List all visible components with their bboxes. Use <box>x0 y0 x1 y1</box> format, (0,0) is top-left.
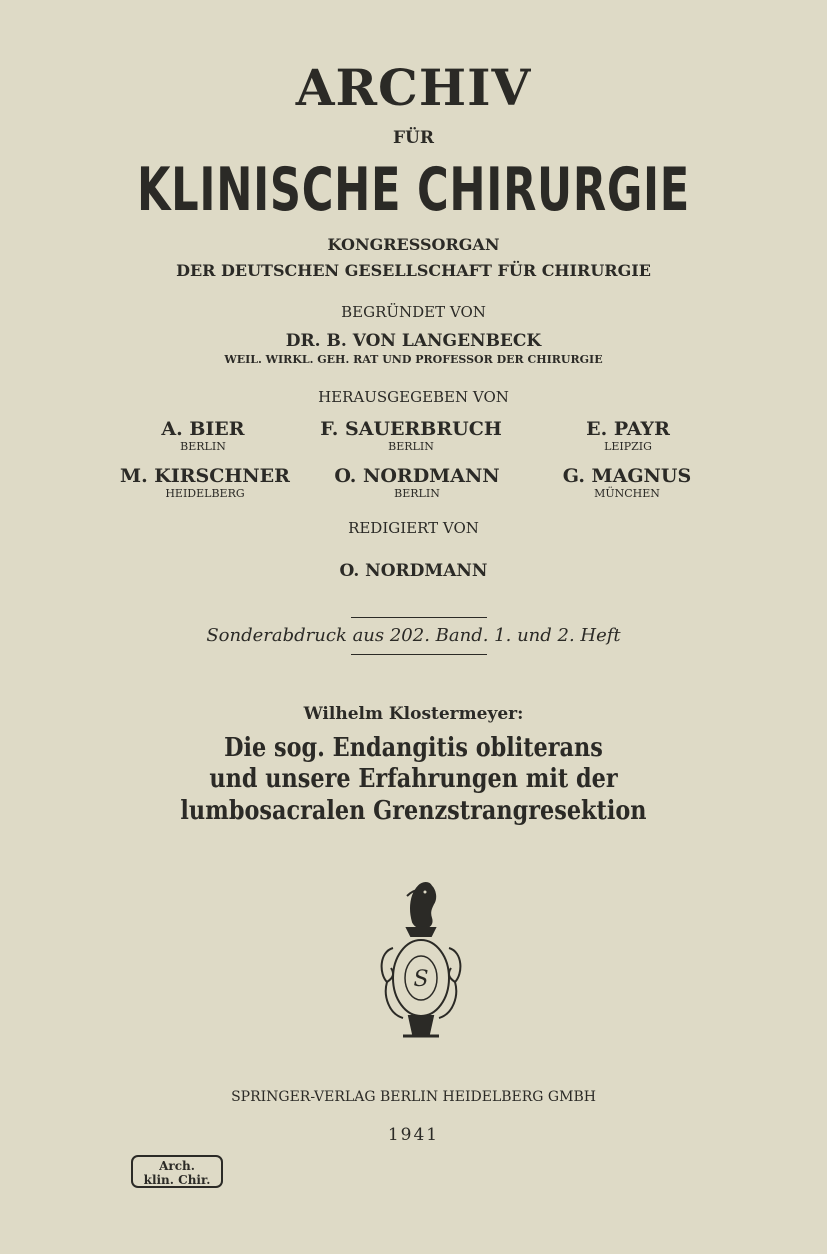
article-title-line: lumbosacralen Grenzstrangresektion <box>180 796 647 826</box>
editor-city: BERLIN <box>394 487 440 500</box>
journal-society: DER DEUTSCHEN GESELLSCHAFT FÜR CHIRURGIE <box>176 261 651 280</box>
emblem-monogram: S <box>413 967 429 992</box>
journal-title-main: KLINISCHE CHIRURGIE <box>136 155 691 225</box>
journal-title-connector: FÜR <box>392 128 435 148</box>
divider-top <box>351 617 487 618</box>
article-title-line: Die sog. Endangitis obliterans <box>224 733 603 763</box>
divider-bottom <box>351 654 487 655</box>
editor-name: M. KIRSCHNER <box>120 465 290 487</box>
abbreviation-line: klin. Chir. <box>143 1173 211 1187</box>
editor-city: MÜNCHEN <box>594 487 660 500</box>
editor-nordmann <box>317 465 517 501</box>
publisher: SPRINGER-VERLAG BERLIN HEIDELBERG GMBH <box>231 1089 596 1105</box>
editor-magnus <box>527 465 727 501</box>
springer-horse-emblem-icon <box>373 878 469 1040</box>
article-author: Wilhelm Klostermeyer: <box>303 704 524 724</box>
editor-city: LEIPZIG <box>604 440 652 453</box>
editor-name: G. MAGNUS <box>562 465 692 487</box>
founded-by-label: BEGRÜNDET VON <box>341 303 486 321</box>
editor-name: E. PAYR <box>586 418 670 440</box>
editors-label: HERAUSGEGEBEN VON <box>318 388 509 406</box>
journal-subtitle: KONGRESSORGAN <box>327 235 500 254</box>
journal-abbreviation-box <box>131 1155 223 1188</box>
article-title-line: und unsere Erfahrungen mit der <box>209 764 618 794</box>
publication-year: 1941 <box>387 1125 440 1145</box>
offprint-note: Sonderabdruck aus 202. Band. 1. und 2. Heft <box>206 625 621 646</box>
managing-editor-name: O. NORDMANN <box>339 561 488 581</box>
editor-bier <box>103 418 303 454</box>
editor-city: BERLIN <box>388 440 434 453</box>
journal-title: ARCHIV <box>295 58 532 117</box>
founder-title: WEIL. WIRKL. GEH. RAT UND PROFESSOR DER CHIRURGIE <box>224 353 603 366</box>
abbreviation-line: Arch. <box>159 1159 195 1173</box>
editor-name: O. NORDMANN <box>334 465 500 487</box>
editor-name: A. BIER <box>161 418 245 440</box>
editor-payr <box>528 418 728 454</box>
editor-kirschner <box>105 465 305 501</box>
editor-city: BERLIN <box>180 440 226 453</box>
editor-name: F. SAUERBRUCH <box>320 418 502 440</box>
founder-name: DR. B. VON LANGENBECK <box>285 331 542 351</box>
managing-editor-label: REDIGIERT VON <box>348 519 479 537</box>
editor-city: HEIDELBERG <box>165 487 245 500</box>
editor-sauerbruch <box>311 418 511 454</box>
